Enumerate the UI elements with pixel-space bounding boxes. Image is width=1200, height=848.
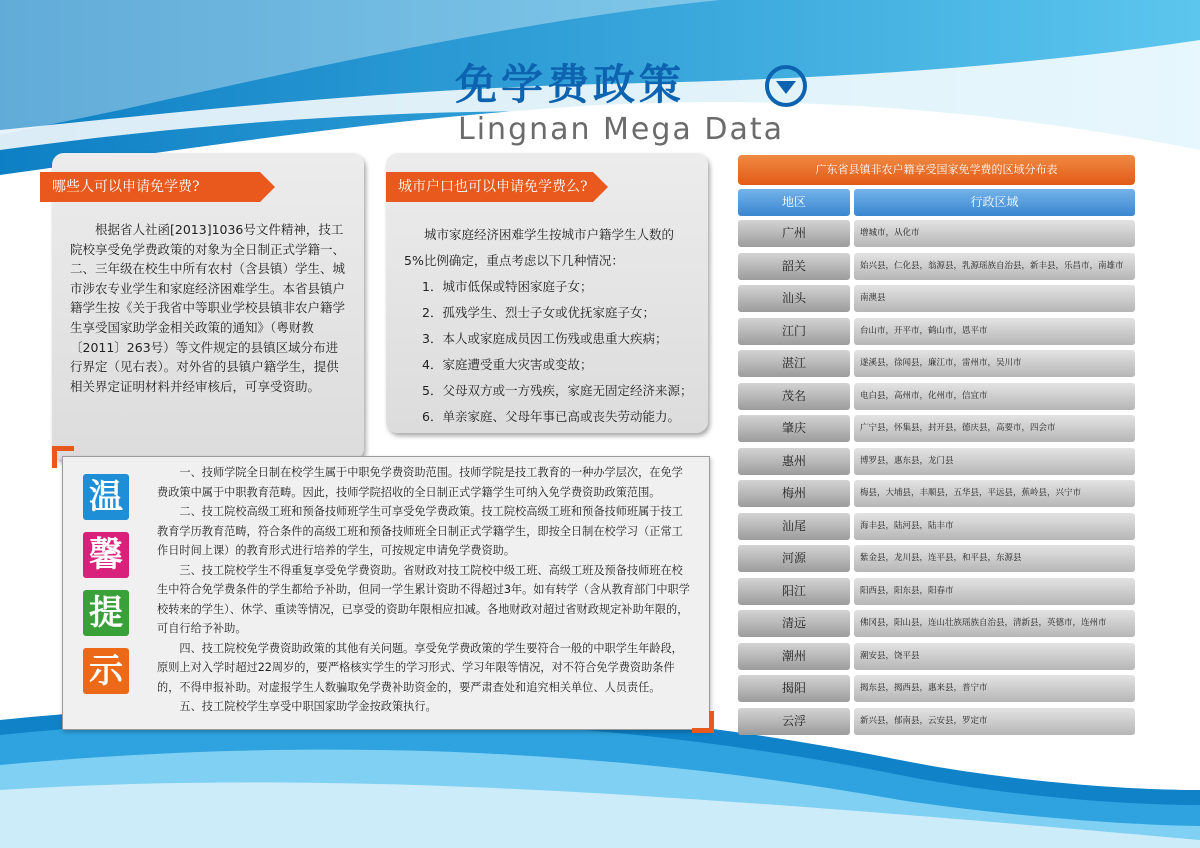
notice-tile: 馨 <box>83 532 129 578</box>
urban-list-item: 1．城市低保或特困家庭子女； <box>422 279 593 294</box>
corner-decoration-top <box>52 446 57 468</box>
region-cell: 汕尾 <box>738 513 850 540</box>
notice-paragraph: 三、技工院校学生不得重复享受免学费资助。省财政对技工院校中级工班、高级工班及预备技师班在校生中符合免学费条件的学生都给予补助，但同一学生累计资助不得超过3年。如有转学（含从教育部门中职学校转来的学生）、休学、重读等情况，已享受的资助年限相应扣减。各地财政对超过省财政规定补助年限的，可自行给予补助。 <box>157 563 690 635</box>
table-row <box>738 318 1135 345</box>
region-cell: 云浮 <box>738 708 850 735</box>
areas-cell: 台山市，开平市，鹤山市，恩平市 <box>854 318 1135 345</box>
notice-text <box>157 463 692 717</box>
table-row <box>738 285 1135 312</box>
table-row <box>738 415 1135 442</box>
page-title: 免学费政策 <box>455 60 686 109</box>
corner-decoration-bottom <box>709 711 714 733</box>
areas-cell: 佛冈县，阳山县，连山壮族瑶族自治县，清新县，英德市，连州市 <box>854 610 1135 637</box>
urban-list-item: 4．家庭遭受重大灾害或变故； <box>422 357 593 372</box>
notice-tile: 示 <box>83 648 129 694</box>
region-cell: 潮州 <box>738 643 850 670</box>
table-row <box>738 220 1135 247</box>
notice-tile: 温 <box>83 474 129 520</box>
urban-list-item: 6．单亲家庭、父母年事已高或丧失劳动能力。 <box>422 409 680 424</box>
areas-cell: 海丰县，陆河县，陆丰市 <box>854 513 1135 540</box>
table-row <box>738 383 1135 410</box>
region-cell: 清远 <box>738 610 850 637</box>
notice-tile: 提 <box>83 590 129 636</box>
eligibility-heading: 哪些人可以申请免学费? <box>40 172 260 202</box>
region-cell: 茂名 <box>738 383 850 410</box>
notice-paragraph: 一、技师学院全日制在校学生属于中职免学费资助范围。技师学院是技工教育的一种办学层次，在免学费政策中属于中职教育范畴。因此，技师学院招收的全日制正式学籍学生可纳入免学费资助政策范围。 <box>157 466 683 499</box>
table-row <box>738 675 1135 702</box>
table-row <box>738 708 1135 735</box>
table-row <box>738 480 1135 507</box>
areas-cell: 增城市，从化市 <box>854 220 1135 247</box>
region-cell: 河源 <box>738 545 850 572</box>
table-row <box>738 448 1135 475</box>
urban-intro-line-1: 城市家庭经济困难学生按城市户籍学生人数的 <box>424 227 675 242</box>
table-row <box>738 610 1135 637</box>
region-cell: 湛江 <box>738 350 850 377</box>
urban-list-item: 2．孤残学生、烈士子女或优抚家庭子女； <box>422 305 655 320</box>
table-row <box>738 643 1135 670</box>
urban-heading: 城市户口也可以申请免学费么? <box>386 172 593 202</box>
areas-cell: 广宁县，怀集县，封开县，德庆县，高要市，四会市 <box>854 415 1135 442</box>
areas-cell: 电白县，高州市，化州市，信宜市 <box>854 383 1135 410</box>
areas-cell: 南澳县 <box>854 285 1135 312</box>
region-cell: 阳江 <box>738 578 850 605</box>
region-cell: 梅州 <box>738 480 850 507</box>
region-cell: 肇庆 <box>738 415 850 442</box>
urban-list-item: 3．本人或家庭成员因工伤残或患重大疾病； <box>422 331 668 346</box>
table-header-region: 地区 <box>738 189 850 216</box>
eligibility-body: 根据省人社函[2013]1036号文件精神，技工院校享受免学费政策的对象为全日制正式学籍一、二、三年级在校生中所有农村（含县镇）学生、城市涉农专业学生和家庭经济困难学生。本省县镇户籍学生按《关于我省中等职业学校县镇非农户籍学生享受国家助学金相关政策的通知》（粤财教〔2011〕263号）等文件规定的县镇区域分布进行界定（见右表）。对外省的县镇户籍学生，提供相关界定证明材料并经审核后，可享受资助。 <box>70 222 346 394</box>
table-row <box>738 578 1135 605</box>
table-row <box>738 513 1135 540</box>
table-row <box>738 545 1135 572</box>
areas-cell: 揭东县，揭西县，惠来县，普宁市 <box>854 675 1135 702</box>
urban-intro-line-2: 5%比例确定，重点考虑以下几种情况： <box>404 253 624 268</box>
table-row <box>738 350 1135 377</box>
table-title: 广东省县镇非农户籍享受国家免学费的区域分布表 <box>738 155 1135 185</box>
notice-paragraph: 四、技工院校免学费资助政策的其他有关问题。享受免学费政策的学生要符合一般的中职学生年龄段，原则上对入学时超过22周岁的，要严格核实学生的学习形式、学习年限等情况，对不符合免学费资助条件的，不得申报补助。对虚报学生人数骗取免学费补助资金的，要严肃查处和追究相关单位、人员责任。 <box>157 641 683 694</box>
notice-paragraph: 二、技工院校高级工班和预备技师班学生可享受免学费政策。技工院校高级工班和预备技师班属于技工教育学历教育范畴，符合条件的高级工班和预备技师班全日制正式学籍学生，即按全日制在校学习（正常工作日时间上课）的教育形式进行培养的学生，可按规定申请免学费资助。 <box>157 505 683 557</box>
urban-body <box>404 222 693 430</box>
region-cell: 韶关 <box>738 253 850 280</box>
areas-cell: 潮安县，饶平县 <box>854 643 1135 670</box>
areas-cell: 紫金县，龙川县，连平县，和平县，东源县 <box>854 545 1135 572</box>
region-cell: 汕头 <box>738 285 850 312</box>
areas-cell: 阳西县，阳东县，阳春市 <box>854 578 1135 605</box>
areas-cell: 博罗县，惠东县，龙门县 <box>854 448 1135 475</box>
notice-paragraph: 五、技工院校学生享受中职国家助学金按政策执行。 <box>179 700 437 713</box>
urban-list-item: 5．父母双方或一方残疾，家庭无固定经济来源； <box>422 383 693 398</box>
table-row <box>738 253 1135 280</box>
areas-cell: 新兴县，郁南县，云安县，罗定市 <box>854 708 1135 735</box>
region-cell: 江门 <box>738 318 850 345</box>
areas-cell: 梅县，大埔县，丰顺县，五华县，平远县，蕉岭县，兴宁市 <box>854 480 1135 507</box>
region-cell: 广州 <box>738 220 850 247</box>
chevron-down-circle-icon <box>764 64 808 108</box>
region-cell: 揭阳 <box>738 675 850 702</box>
areas-cell: 遂溪县，徐闻县，廉江市，雷州市，吴川市 <box>854 350 1135 377</box>
areas-cell: 始兴县，仁化县，翁源县，乳源瑶族自治县，新丰县，乐昌市，南雄市 <box>854 253 1135 280</box>
page-subtitle: Lingnan Mega Data <box>458 112 784 147</box>
table-header-areas: 行政区域 <box>854 189 1135 216</box>
region-cell: 惠州 <box>738 448 850 475</box>
